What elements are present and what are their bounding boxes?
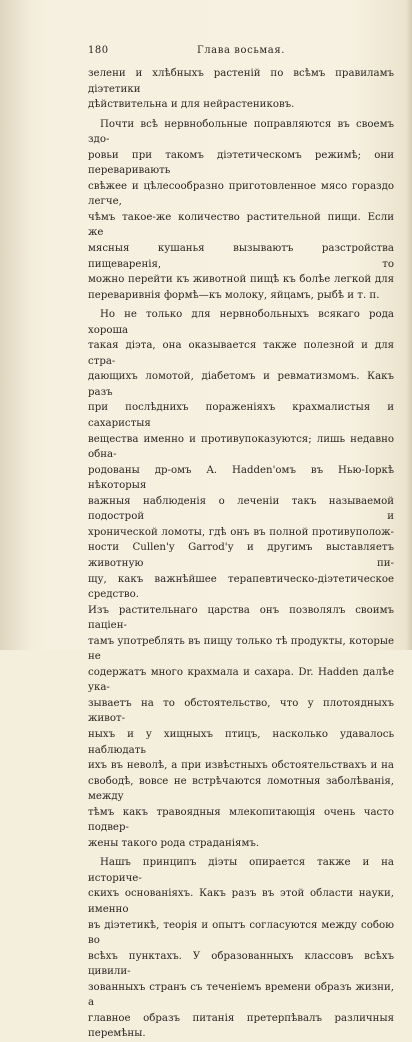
line-text: ныхъ и у хищныхъ птицъ, насколько удавалось наблюдать: [88, 728, 394, 756]
line-text: зованныхъ странъ съ теченіемъ времени образъ жизни, а: [88, 981, 394, 1009]
page-number: 180: [88, 45, 109, 56]
line-text: свѣжее и цѣлесообразно приготовленное мясо гораздо легче,: [88, 180, 394, 208]
text-line: [88, 463, 394, 494]
line-text: мясныя кушанья вызываютъ разстройства пищеваренія, то: [88, 243, 394, 270]
line-text: ности Cullen'у Garrod'у и другимъ выставляетъ животную пи-: [88, 542, 394, 569]
text-line: [88, 97, 394, 113]
text-line: [88, 179, 394, 210]
page-edge: [406, 0, 412, 650]
text-line: [88, 117, 394, 148]
text-line: [88, 210, 394, 241]
text-line: [88, 338, 394, 369]
line-text: Почти всѣ нервнобольные поправляются въ своемъ здо-: [88, 118, 394, 146]
line-text: всѣхъ пунктахъ. У образованныхъ классовъ всѣхъ цивили-: [88, 950, 394, 978]
text-line: [88, 696, 394, 727]
text-line: [88, 805, 394, 836]
text-line: [88, 634, 394, 665]
line-text: тѣмъ какъ травоядныя млекопитающія очень часто подвер-: [88, 806, 394, 834]
line-text: содержатъ много крахмала и сахара. Dr. Hadden далѣе ука-: [88, 666, 394, 694]
text-line: [88, 949, 394, 980]
line-text: жены такого рода страданіямъ.: [88, 837, 260, 849]
text-line: [88, 307, 394, 338]
line-text: хронической ломоты, гдѣ онъ въ полной противуполож-: [88, 526, 394, 538]
line-text: свободѣ, вовсе не встрѣчаются ломотныя заболѣванія, между: [88, 775, 394, 803]
text-line: [88, 918, 394, 949]
line-text: такая діэта, она оказывается также полезной и для стра-: [88, 340, 394, 367]
line-text: родованы др-омъ A. Hadden'омъ въ Нью-Іоркѣ нѣкоторыя: [88, 464, 394, 492]
line-text: Изъ растительнаго царства онъ позволялъ своимъ паціен-: [88, 604, 394, 632]
text-line: [88, 288, 394, 304]
text-line: [88, 774, 394, 805]
line-text: зываетъ на то обстоятельство, что у плотоядныхъ живот-: [88, 697, 394, 725]
line-text: скихъ основаніяхъ. Какъ разъ въ этой области науки, именно: [88, 888, 394, 915]
page-header: [88, 44, 394, 58]
running-title: Глава восьмая.: [196, 45, 286, 56]
line-text: ихъ въ неволѣ, а при извѣстныхъ обстоятельствахъ и на: [88, 760, 394, 772]
paragraph: [88, 307, 394, 851]
text-line: [88, 758, 394, 774]
text-line: [88, 369, 394, 400]
line-text: тамъ употреблять въ пищу только тѣ продукты, которые не: [88, 635, 394, 663]
text-line: [88, 432, 394, 463]
text-line: [88, 525, 394, 541]
text-line: [88, 980, 394, 1011]
line-text: ровьи при такомъ діэтетическомъ режимѣ; они переваривають: [88, 149, 394, 177]
line-text: переваривнія формѣ—къ молоку, яйцамъ, рыбѣ и т. п.: [88, 289, 380, 301]
text-line: [88, 1011, 394, 1042]
text-line: [88, 603, 394, 634]
text-line: [88, 494, 394, 525]
text-line: [88, 665, 394, 696]
line-text: Но не только для нервнобольныхъ всякаго рода хороша: [88, 309, 394, 336]
text-line: [88, 66, 394, 97]
paragraph: [88, 66, 394, 113]
line-text: въ діэтетикѣ, теорія и опытъ согласуются между собою во: [88, 919, 394, 947]
line-text: чѣмъ такое-же количество растительной пищи. Если же: [88, 211, 394, 239]
line-text: дающихъ ломотой, діабетомъ и ревматизмомъ. Какъ разъ: [88, 371, 394, 398]
line-text: можно перейти къ животной пищѣ къ болѣе легкой для: [88, 274, 394, 286]
line-text: зелени и хлѣбныхъ растеній по всѣмъ правиламъ діэтетики: [88, 68, 394, 95]
text-line: [88, 855, 394, 886]
paragraph: [88, 117, 394, 304]
text-line: [88, 727, 394, 758]
binding-shadow: [0, 0, 30, 650]
text-line: [88, 241, 394, 272]
line-text: Нашъ принципъ діэты опирается также и на историче-: [88, 857, 394, 884]
text-line: [88, 272, 394, 288]
line-text: дѣйствительна и для нейрастениковъ.: [88, 99, 295, 111]
line-text: вещества именно и противупоказуются; лишь недавно обна-: [88, 433, 394, 461]
paragraph: [88, 855, 394, 1042]
text-line: [88, 400, 394, 431]
text-line: [88, 572, 394, 603]
line-text: щу, какъ важнѣйшее терапевтическо-діэтетическое средство.: [88, 573, 394, 601]
body-text: [88, 66, 394, 1042]
line-text: при послѣднихъ пораженіяхъ крахмалистыя и сахаристыя: [88, 402, 394, 430]
line-text: важныя наблюденія о леченіи такъ называемой подострой и: [88, 495, 394, 523]
line-text: главное образъ питанія претерпѣвалъ различныя перемѣны.: [88, 1012, 394, 1040]
text-line: [88, 540, 394, 571]
text-line: [88, 148, 394, 179]
text-line: [88, 886, 394, 917]
text-line: [88, 836, 394, 852]
